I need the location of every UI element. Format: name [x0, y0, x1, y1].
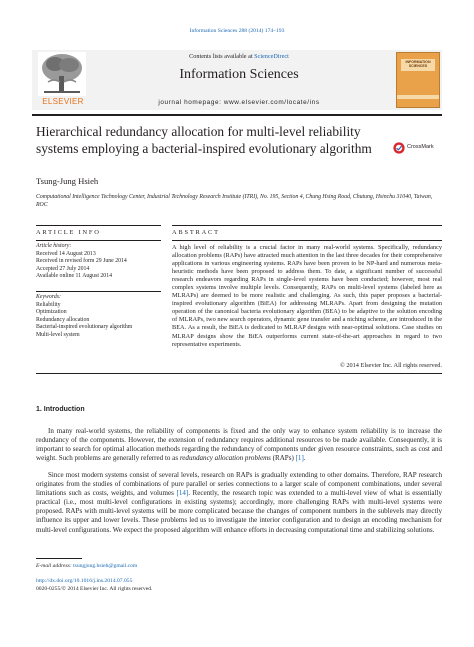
crossmark-icon: [393, 142, 405, 154]
cover-strip: [397, 95, 439, 99]
header-divider: [32, 114, 442, 116]
contents-availability: [94, 53, 384, 60]
abstract-copyright: © 2014 Elsevier Inc. All rights reserved.: [339, 362, 442, 369]
para1-italic-term: redundancy allocation problems: [179, 454, 271, 463]
history-online: Available online 11 August 2014: [36, 273, 112, 280]
keyword-item: Multi-level system: [36, 331, 80, 338]
para1-text: In many real-world systems, the reliability of components is fixed and the only way to enhance system reliability is to increase the redundancy of the components. However, the extension of redundancy requires additional resources to be made available. Consequently, it is important to search for optimal allocation methods regarding the redundancy of components under given resource constraints, such as cost and weight. Such problems are generally referred to as: [36, 427, 442, 463]
para1-end: .: [303, 454, 306, 463]
journal-cover-thumbnail: [396, 52, 440, 108]
intro-paragraph-1: [36, 427, 442, 463]
doi-link[interactable]: http://dx.doi.org/10.1016/j.ins.2014.07.055: [36, 578, 133, 584]
footnote-rule: [36, 558, 82, 559]
para2-text-a: Since most modern systems consist of several levels, research on RAPs is gradually extending to other domains. Therefore, RAP research originates from the studies of combinations of pure parallel or series connections to a larger scale of component combinations, under several limitations such as costs, weights, and volumes: [36, 471, 442, 498]
keyword-item: Optimization: [36, 309, 67, 316]
email-link[interactable]: tsungjung.hsieh@gmail.com: [73, 563, 138, 569]
crossmark-badge[interactable]: [393, 142, 443, 162]
abstract-bottom-rule: [36, 373, 442, 374]
history-heading: Article history:: [36, 243, 72, 249]
article-info-heading: ARTICLE INFO: [36, 229, 101, 236]
abstract-body: A high level of reliability is a crucial factor in many real-world systems. Specifically, redundancy allocation problems (RAPs) have attracted much attention in the last three decades for their comprehensive applications in various engineering systems. RAPs have been proven to be NP-hard and numerous meta-heuristic methods have been proposed to address them. To date, a significant number of successful research endeavors regarding RAPs in single-level systems have been conducted; however, most real complex systems involve multiple levels. Consequently, RAPs on multi-level systems (labeled here as MLRAPs) are deemed to be more realistic and challenging. As such, this paper proposes a bacterial-inspired evolutionary algorithm (BiEA) for addressing MLRAPs. Apart from designing the mutation operation of the canonical bacteria evolutionary algorithm (BEA) to be adaptive to the solution encoding of MLRAPs, two new search operators, dynamic gene transfer and a niching scheme, are introduced in the BEA. As a result, the BiEA is dedicated to MLRAP designs with near-optimal solutions. Case studies on MLRAP designs show the BiEA outperforms current state-of-the-art approaches in regard to two representative experiments.: [172, 244, 442, 348]
crossmark-label: CrossMark: [407, 144, 434, 150]
keyword-item: Reliability: [36, 301, 61, 308]
history-received: Received 14 August 2013: [36, 250, 96, 257]
keywords-rule: [36, 291, 161, 292]
history-revised: Received in revised form 29 June 2014: [36, 258, 127, 265]
cover-title: INFORMATION SCIENCES: [405, 60, 431, 68]
author-name: Tsung-Jung Hsieh: [36, 176, 99, 186]
abstract-heading: ABSTRACT: [172, 229, 220, 236]
article-info-heading-rule: [36, 240, 161, 241]
issn-copyright: 0020-0255/© 2014 Elsevier Inc. All rights reserved.: [36, 586, 153, 592]
section-heading-introduction: 1. Introduction: [36, 406, 85, 413]
article-title: Hierarchical redundancy allocation for multi-level reliability systems employing a bacterial-inspired evolutionary algorithm: [36, 124, 372, 156]
sciencedirect-link[interactable]: ScienceDirect: [254, 53, 289, 60]
article-history: [36, 243, 161, 281]
reference-link-1[interactable]: [1]: [295, 454, 304, 463]
intro-paragraph-2: [36, 471, 442, 535]
journal-homepage[interactable]: journal homepage: www.elsevier.com/locate/ins: [158, 99, 320, 106]
history-accepted: Accepted 27 July 2014: [36, 265, 90, 272]
keywords-heading: Keywords:: [36, 294, 61, 300]
elsevier-logo: [32, 50, 94, 110]
para1-tail: (RAPs): [270, 454, 296, 463]
elsevier-tree-icon: [38, 52, 86, 96]
journal-title: Information Sciences: [179, 67, 299, 82]
reference-link-14[interactable]: [14]: [176, 489, 189, 498]
abstract-heading-rule: [172, 240, 442, 241]
author-email-footnote: [36, 563, 137, 569]
keyword-item: Bacterial-inspired evolutionary algorithm: [36, 324, 133, 331]
author-affiliation: Computational Intelligence Technology Center, Industrial Technology Research Institute (ITRI), No. 195, Section 4, Chung Hsing Road, Chutung, Hsinchu 31040, Taiwan, ROC: [36, 194, 433, 208]
contents-prefix: Contents lists available at: [189, 53, 255, 60]
email-label: E-mail address:: [36, 563, 72, 569]
keywords-list: [36, 294, 161, 340]
keyword-item: Redundancy allocation: [36, 316, 90, 323]
para2-text-b: . Recently, the research topic was extended to a multi-level view of what is essentially practical (i.e., most multi-level configurations in existing systems); accordingly, more challenging RAPs with multi-level systems were proposed. RAPs with multi-level systems will be more complicated because the changes of component numbers in the sublevels may directly influence its upper and lower levels. These problems led us to investigate the interior configuration and to design an encoding mechanism for multi-level configurations. We expect the proposed algorithm will enhance efforts in decreasing computational time and stabilizing solutions.: [36, 489, 442, 534]
journal-citation[interactable]: Information Sciences 288 (2014) 174–193: [189, 28, 285, 34]
abstract-top-rule: [172, 225, 442, 226]
elsevier-wordmark: ELSEVIER: [42, 97, 84, 106]
article-info-top-rule: [36, 225, 161, 226]
